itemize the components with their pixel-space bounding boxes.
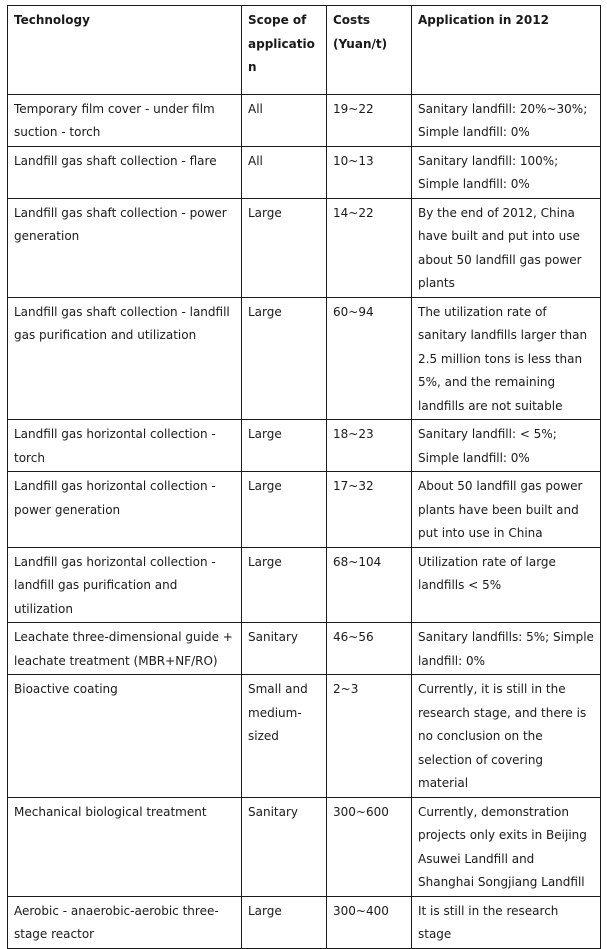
- cell-scope: Sanitary: [242, 623, 327, 675]
- cell-costs: 17~32: [327, 472, 412, 548]
- table-row: [8, 675, 601, 798]
- landfill-technology-table: [7, 5, 601, 949]
- cell-costs: 300~600: [327, 797, 412, 896]
- cell-scope: Large: [242, 472, 327, 548]
- cell-application: Sanitary landfill: 100%; Simple landfill: 0%: [412, 146, 601, 198]
- cell-scope: Large: [242, 547, 327, 623]
- table-row: [8, 797, 601, 896]
- header-application: Application in 2012: [412, 6, 601, 95]
- cell-costs: 2~3: [327, 675, 412, 798]
- table-row: [8, 472, 601, 548]
- cell-technology: Landfill gas shaft collection - power generation: [8, 198, 242, 297]
- header-technology: Technology: [8, 6, 242, 95]
- cell-technology: Landfill gas horizontal collection - power generation: [8, 472, 242, 548]
- cell-technology: Landfill gas shaft collection - flare: [8, 146, 242, 198]
- table-row: [8, 297, 601, 420]
- cell-costs: 300~400: [327, 896, 412, 948]
- table-row: [8, 198, 601, 297]
- table-row: [8, 146, 601, 198]
- cell-scope: Large: [242, 198, 327, 297]
- cell-application: It is still in the research stage: [412, 896, 601, 948]
- cell-scope: Large: [242, 420, 327, 472]
- cell-application: Sanitary landfills: 5%; Simple landfill: 0%: [412, 623, 601, 675]
- cell-technology: Leachate three-dimensional guide + leachate treatment (MBR+NF/RO): [8, 623, 242, 675]
- table-row: [8, 623, 601, 675]
- table-row: [8, 896, 601, 948]
- cell-scope: Large: [242, 297, 327, 420]
- cell-scope: Small and medium-sized: [242, 675, 327, 798]
- cell-technology: Temporary film cover - under film suction - torch: [8, 94, 242, 146]
- cell-application: The utilization rate of sanitary landfills larger than 2.5 million tons is less than 5%, and the remaining landfills are not suitable: [412, 297, 601, 420]
- table-row: [8, 547, 601, 623]
- table-row: [8, 94, 601, 146]
- cell-application: Currently, it is still in the research stage, and there is no conclusion on the selection of covering material: [412, 675, 601, 798]
- cell-scope: All: [242, 146, 327, 198]
- cell-technology: Mechanical biological treatment: [8, 797, 242, 896]
- cell-application: Sanitary landfill: < 5%; Simple landfill: 0%: [412, 420, 601, 472]
- cell-application: By the end of 2012, China have built and put into use about 50 landfill gas power plants: [412, 198, 601, 297]
- cell-costs: 46~56: [327, 623, 412, 675]
- cell-costs: 68~104: [327, 547, 412, 623]
- cell-technology: Bioactive coating: [8, 675, 242, 798]
- cell-scope: All: [242, 94, 327, 146]
- cell-technology: Landfill gas horizontal collection - landfill gas purification and utilization: [8, 547, 242, 623]
- table-row: [8, 420, 601, 472]
- cell-application: About 50 landfill gas power plants have been built and put into use in China: [412, 472, 601, 548]
- cell-application: Currently, demonstration projects only exits in Beijing Asuwei Landfill and Shanghai Songjiang Landfill: [412, 797, 601, 896]
- header-costs: Costs (Yuan/t): [327, 6, 412, 95]
- cell-costs: 19~22: [327, 94, 412, 146]
- cell-costs: 18~23: [327, 420, 412, 472]
- cell-application: Sanitary landfill: 20%~30%; Simple landfill: 0%: [412, 94, 601, 146]
- header-scope: Scope of application: [242, 6, 327, 95]
- cell-costs: 60~94: [327, 297, 412, 420]
- cell-scope: Large: [242, 896, 327, 948]
- cell-technology: Aerobic - anaerobic-aerobic three-stage reactor: [8, 896, 242, 948]
- cell-scope: Sanitary: [242, 797, 327, 896]
- cell-technology: Landfill gas horizontal collection - torch: [8, 420, 242, 472]
- cell-technology: Landfill gas shaft collection - landfill gas purification and utilization: [8, 297, 242, 420]
- cell-costs: 10~13: [327, 146, 412, 198]
- cell-application: Utilization rate of large landfills < 5%: [412, 547, 601, 623]
- document-page: [7, 5, 600, 949]
- table-header-row: [8, 6, 601, 95]
- cell-costs: 14~22: [327, 198, 412, 297]
